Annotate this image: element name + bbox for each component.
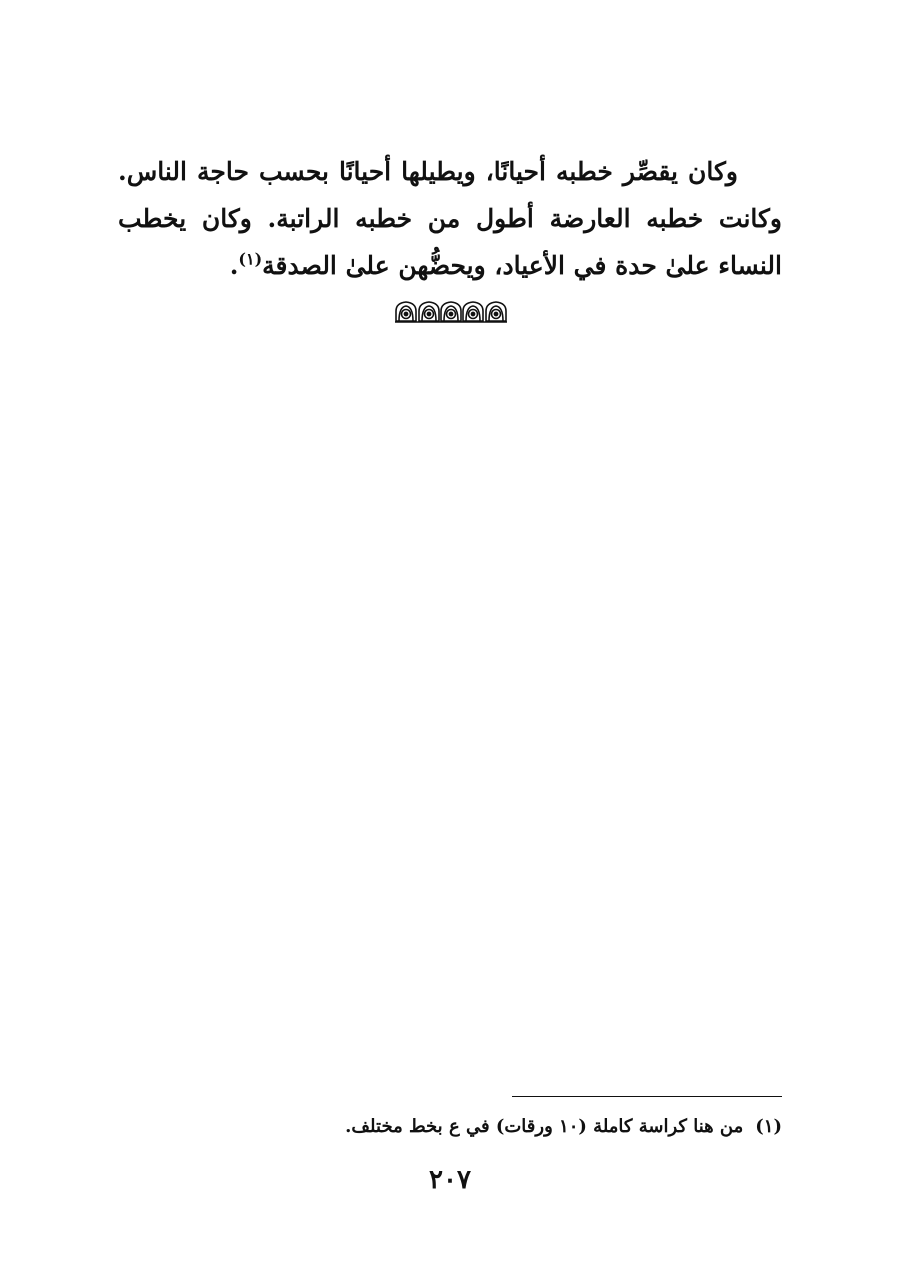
footnote-reference[interactable]: (١)	[238, 249, 263, 269]
footnote-text: من هنا كراسة كاملة (١٠ ورقات) في ع بخط مختلف.	[345, 1116, 744, 1137]
paragraph-text: وكان يقصِّر خطبه أحيانًا، ويطيلها أحيانًا بحسب حاجة الناس. وكانت خطبه العارضة أطول من خطبه الراتبة. وكان يخطب النساء علىٰ حدة في الأعياد، ويحضُّهن علىٰ الصدقة	[118, 157, 782, 280]
footnote-number: (١)	[755, 1116, 782, 1137]
ornament-motif	[395, 302, 507, 322]
footnote	[118, 1112, 782, 1142]
section-ornament-icon	[393, 298, 509, 328]
main-paragraph-block	[118, 148, 782, 289]
footnote-divider	[512, 1096, 782, 1097]
page-number: ٢٠٧	[429, 1165, 471, 1195]
main-paragraph	[118, 148, 782, 289]
paragraph-end-mark: .	[229, 251, 239, 280]
